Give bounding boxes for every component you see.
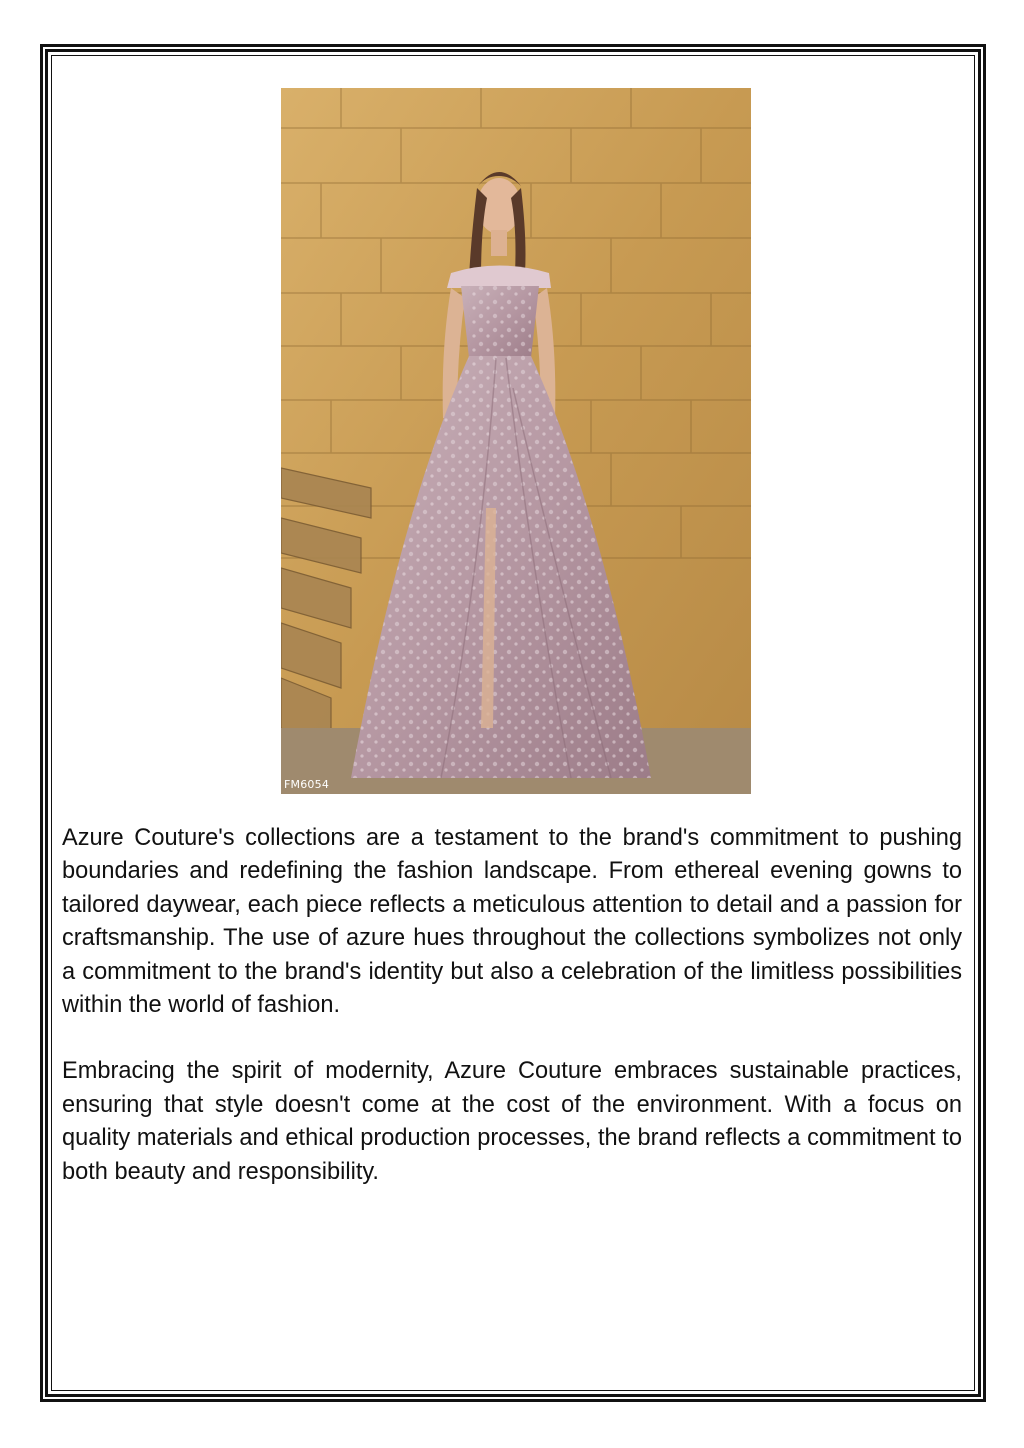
photo-code-label: FM6054 (284, 778, 330, 791)
gown-photo (281, 88, 751, 794)
paragraph-collections: Azure Couture's collections are a testament to the brand's commitment to pushing boundaries and redefining the fashion landscape. From ethereal evening gowns to tailored daywear, each piece reflects a meticulous attention to detail and a passion for craftsmanship. The use of azure hues throughout the collections symbolizes not only a commitment to the brand's identity but also a celebration of the limitless possibilities within the world of fashion. (62, 825, 962, 1019)
article-body (62, 822, 962, 1222)
paragraph-sustainability: Embracing the spirit of modernity, Azure Couture embraces sustainable practices, ensuring that style doesn't come at the cost of the environment. With a focus on quality materials and ethical production processes, the brand reflects a commitment to both beauty and responsibility. (62, 1058, 962, 1185)
